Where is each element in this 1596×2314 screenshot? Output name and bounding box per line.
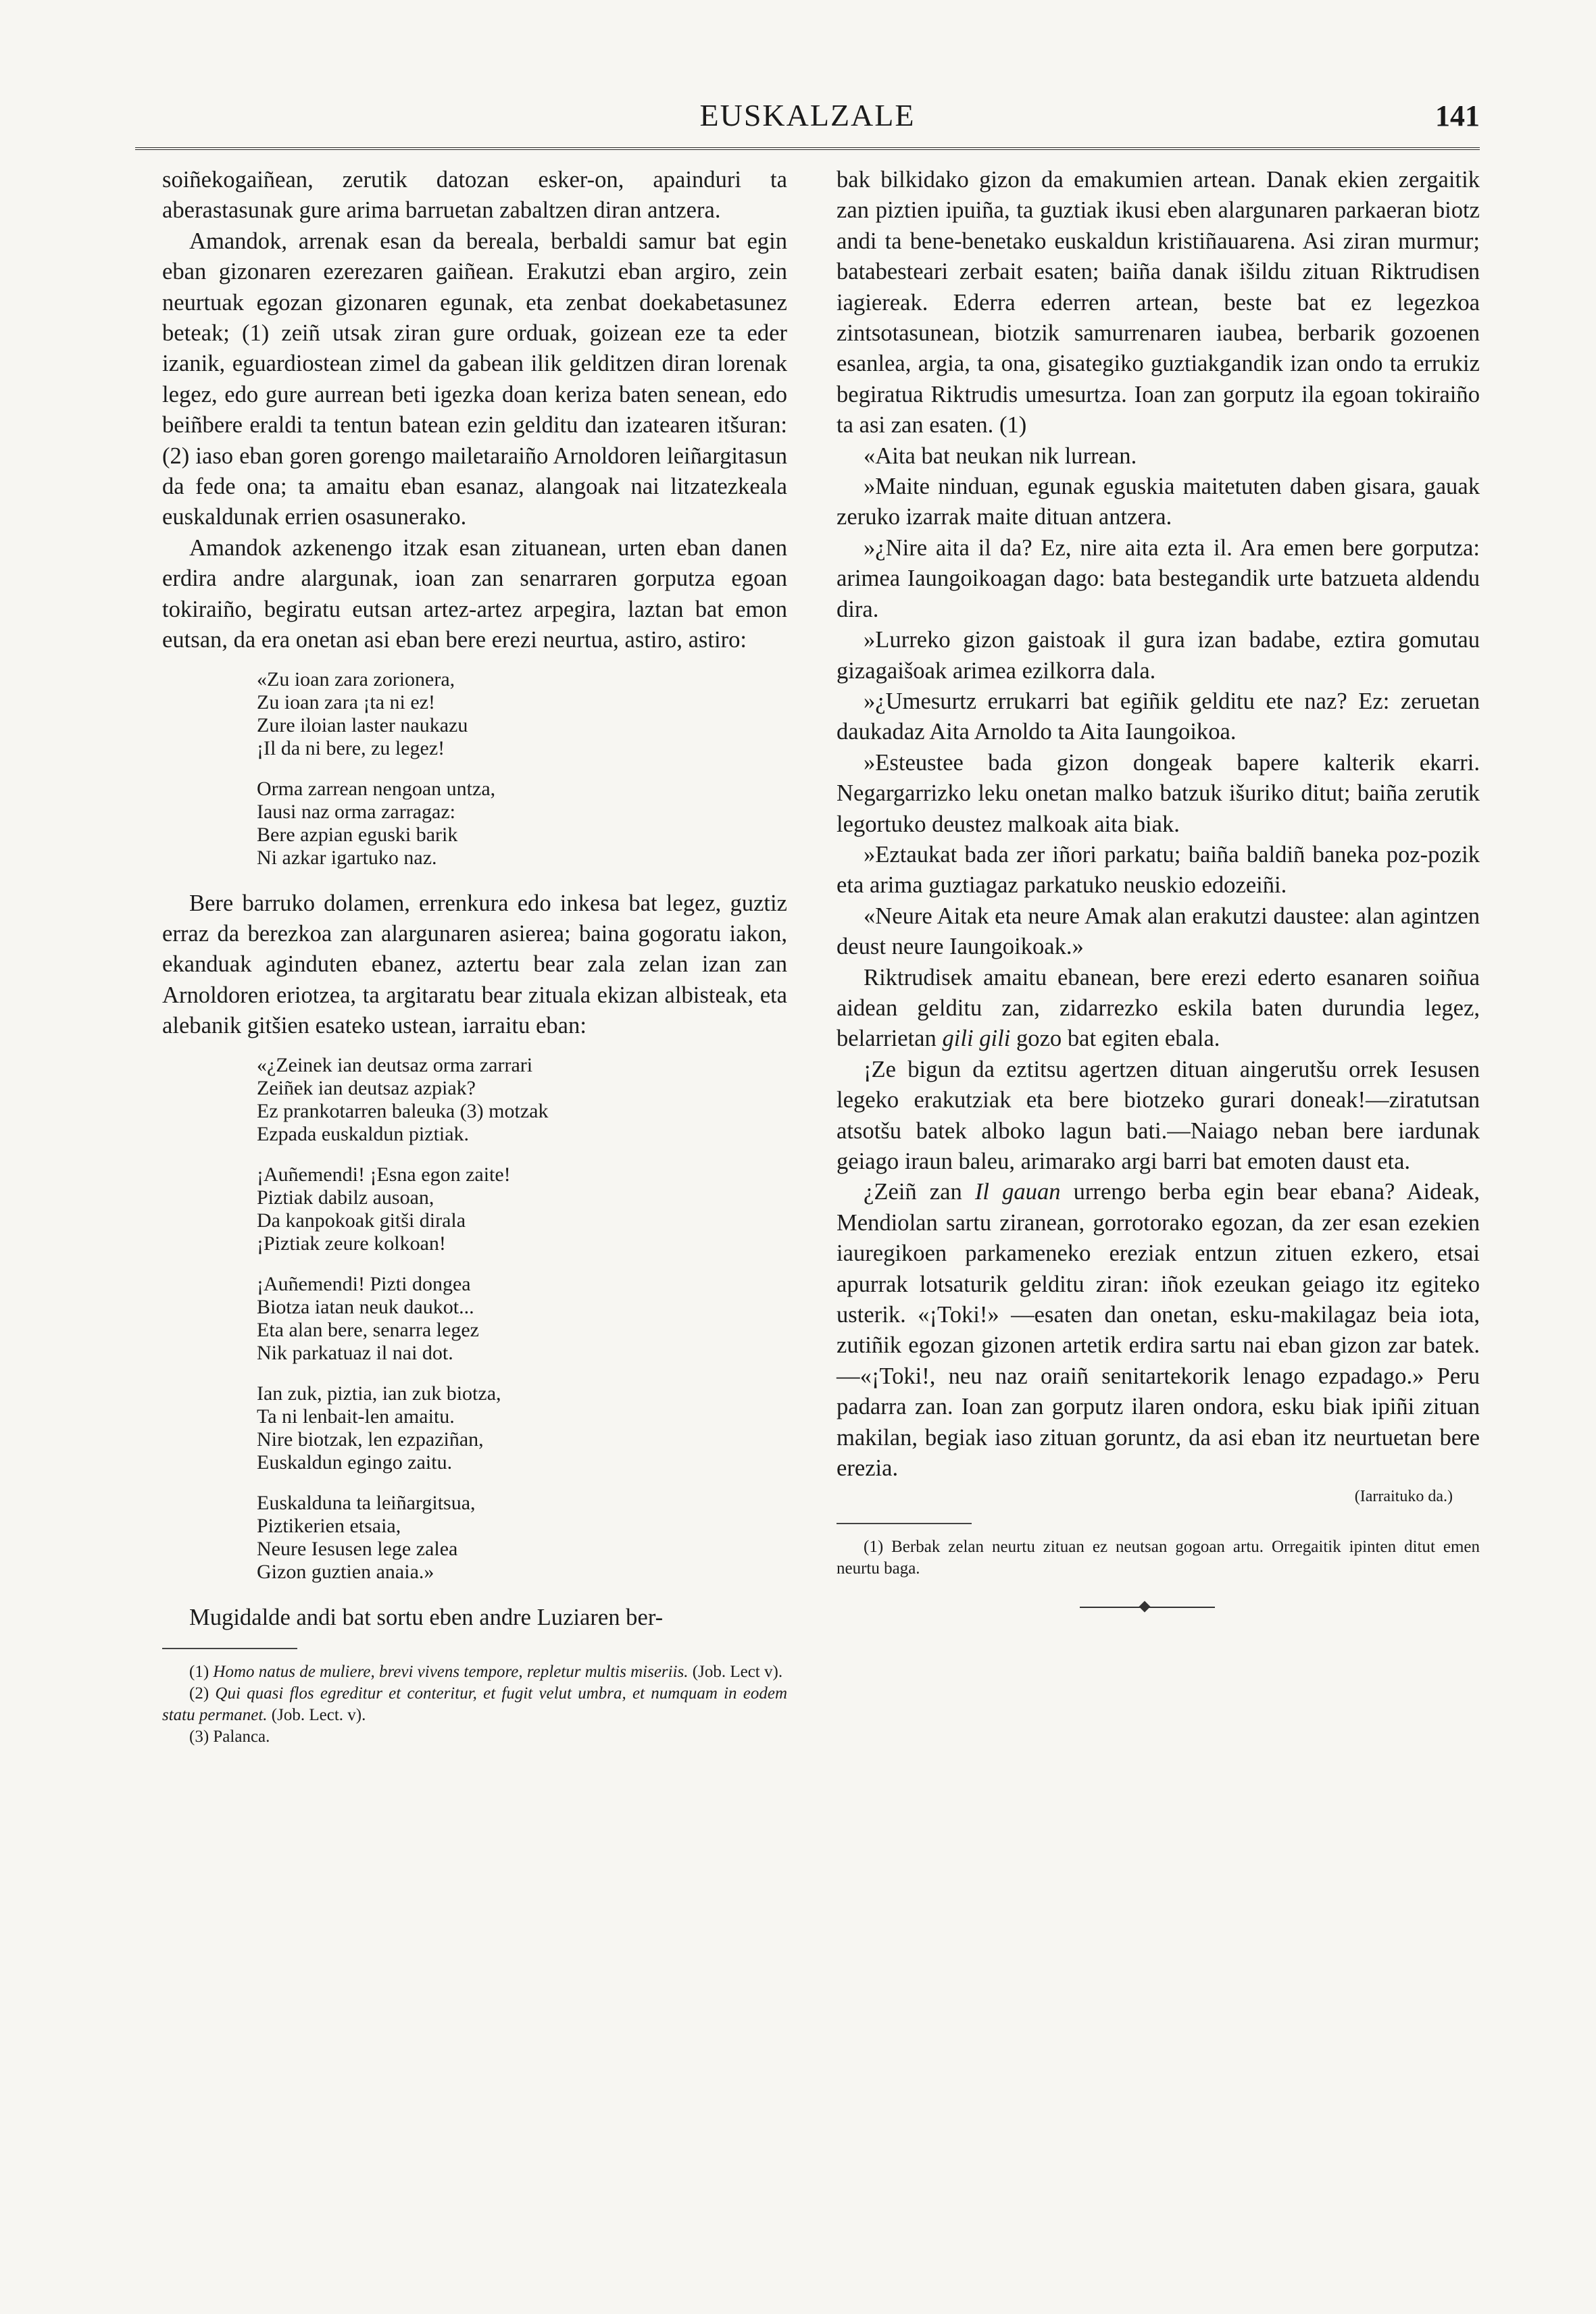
footnote: (3) Palanca. [189,1727,270,1746]
poem-verse-a [257,668,787,870]
left-footnotes [162,1661,787,1748]
paragraph: «Aita bat neukan nik lurrean. [864,443,1137,469]
stanza [257,668,787,760]
left-column [162,165,787,1748]
citation: Palanca. [213,1727,270,1746]
left-paragraphs-b [162,888,787,1042]
verse-line: Nik parkatuaz il nai dot. [257,1341,453,1364]
footnote: (2) Qui quasi flos egreditur et conteritur, et fugit velut umbra, et numquam in eodem statu permanet. (Job. Lect. v). [162,1684,788,1724]
left-paragraphs-a [162,165,787,656]
verse-line: Biotza iatan neuk daukot... [257,1295,474,1318]
paragraph: bak bilkidako gizon da emakumien artean. Danak ekien zergaitik zan piztien ipuiña, ta guztiak ikusi eben alargunaren parkaeran biotz andi ta bene-benetako euskaldun kristiñauarena. Asi ziran murmur; batabesteari zerbait esaten; baiña danak išildu zituan Riktrudisen iagiereak. Ederra ederren artean, beste bat ez legezkoa zintsotasunean, biotzik samurrenaren iaubea, berbarik gozoenen esanlea, argia, ta ona, gisategiko guztiakgandik izan ondo ta errukiz begiratua Riktrudis umesurtza. Ioan zan gorputz ila egoan tokiraiño ta asi zan esaten. (1) [837,167,1480,438]
verse-line: Ian zuk, piztia, ian zuk biotza, [257,1382,501,1405]
verse-line: «¿Zeinek ian deutsaz orma zarrari [257,1053,533,1076]
paragraph: Amandok azkenengo itzak esan zituanean, urten eban danen erdira andre alargunak, ioan zan senarraren gorputza egoan tokiraiño, begiratu eutsan artez-artez arpegira, laztan bat emon eutsan, da era onetan asi eban bere erezi neurtua, astiro, astiro: [162,534,787,653]
verse-line: «Zu ioan zara zorionera, [257,668,455,690]
paragraph: Amandok, arrenak esan da bereala, berbaldi samur bat egin eban gizonaren ezerezaren gaiñean. Erakutzi eban argiro, zein neurtuak egozan gizonaren egunak, eta zenbat doekabetasunez beteak; (1) zeiñ utsak ziran gure orduak, goizean eze ta eder izanik, eguardiostean zimel da gabean ilik gelditzen diran lorenak legez, edo gure aurrean beti igezka doan keriza baten senean, edo beiñbere eraldi ta tentun batean ezin gelditu dan izatearen itšuran: (2) iaso eban goren gorengo mailetaraiño Arnoldoren leiñargitasun da fede ona; ta amaitu eban esanaz, alangoak nai litzatezkeala euskaldunak errien osasunerako. [162,228,787,530]
verse-line: Ni azkar igartuko naz. [257,846,437,869]
verse-line: Piztiak dabilz ausoan, [257,1186,434,1209]
paragraph: »Esteustee bada gizon dongeak bapere kalterik ekarri. Negargarrizko leku onetan malko batzuk išuriko ditut; baiña zerutik legortuko deustez malkoak aita biak. [837,749,1480,837]
paragraph: »Maite ninduan, egunak eguskia maitetuten daben gisara, gauak zeruko izarrak maite dituan antzera. [837,474,1480,530]
verse-line: Zeiñek ian deutsaz azpiak? [257,1076,476,1099]
footnote: (1) Berbak zelan neurtu zituan ez neutsan gogoan artu. Orregaitik ipinten ditut emen neurtu baga. [837,1538,1480,1578]
italic-phrase: gili gili [942,1026,1011,1052]
verse-line: Nire biotzak, len ezpaziñan, [257,1428,484,1451]
stanza [257,1382,787,1474]
stanza [257,1054,787,1146]
footnote-rule [837,1523,972,1524]
stanza [257,1163,787,1255]
verse-line: Zure iloian laster naukazu [257,713,468,736]
verse-line: Zu ioan zara ¡ta ni ez! [257,690,436,713]
verse-line: Ez prankotarren baleuka (3) motzak [257,1099,549,1122]
paragraph: »Lurreko gizon gaistoak il gura izan badabe, eztira gomutau gizagaišoak arimea ezilkorra dala. [837,627,1480,684]
paragraph: Bere barruko dolamen, errenkura edo inkesa bat legez, guztiz erraz da berezkoa zan alargunaren asierea; baina gogoratu iakon, ekanduak aginduten ebanez, aztertu bear zala zelan izan zan Arnoldoren eriotzea, ta argitaratu bear zituala ekizan albisteak, eta alebanik gitšien esateko ustean, iarraitu eban: [162,890,787,1039]
page-number: 141 [1435,99,1480,132]
header-rule [135,147,1480,150]
poem-verse-b [257,1054,787,1584]
verse-line: Neure Iesusen lege zalea [257,1537,458,1560]
paragraph: Mugidalde andi bat sortu eben andre Luziaren ber- [189,1604,664,1630]
footnote: (1) Homo natus de muliere, brevi vivens tempore, repletur multis miseriis. (Job. Lect v). [189,1662,783,1681]
verse-line: Piztikerien etsaia, [257,1514,401,1537]
verse-line: Ezpada euskaldun piztiak. [257,1122,470,1145]
stanza [257,778,787,870]
verse-line: Euskalduna ta leiñargitsua, [257,1491,476,1514]
verse-line: ¡Auñemendi! ¡Esna egon zaite! [257,1163,511,1186]
paragraph: »Eztaukat bada zer iñori parkatu; baiña baldiñ baneka poz-pozik eta arima guztiagaz parkatuko neuskio edozeiñi. [837,841,1480,899]
left-paragraphs-c [162,1603,787,1633]
verse-line: Eta alan bere, senarra legez [257,1318,479,1341]
verse-line: ¡Piztiak zeure kolkoan! [257,1232,446,1255]
end-ornament [1080,1603,1215,1612]
paragraph: »¿Umesurtz errukarri bat egiñik gelditu ete naz? Ez: zeruetan daukadaz Aita Arnoldo ta Aita Iaungoikoa. [837,688,1480,745]
verse-line: ¡Il da ni bere, zu legez! [257,736,445,759]
right-paragraphs-b [837,1055,1480,1178]
continuation-note: (Iarraituko da.) [1354,1488,1453,1506]
verse-line: Iausi naz orma zarragaz: [257,800,455,823]
right-column [837,165,1480,1612]
running-title: EUSKALZALE [699,98,916,132]
paragraph: ¡Ze bigun da eztitsu agertzen dituan aingerutšu orrek Iesusen legeko erakutziak eta bere biotzeko gurari doneak!—ziratutsan atsotšu batek alboko lagun bati.—Naiago neban bere iardunak geiago iraun baleu, arimarako argi barri bat emoten daust eta. [837,1056,1480,1174]
right-paragraphs-a [837,165,1480,963]
verse-line: ¡Auñemendi! Pizti dongea [257,1272,471,1295]
page-header [135,93,1480,141]
verse-line: Bere azpian eguski barik [257,823,458,846]
verse-line: Euskaldun egingo zaitu. [257,1451,453,1474]
paragraph-gili: Riktrudisek amaitu ebanean, bere erezi ederto esanaren soiñua aidean gelditu zan, zidarrezko eskila baten durundia legez, belarrietan gili gili gozo bat egiten ebala. [837,964,1480,1052]
paragraph: soiñekogaiñean, zerutik datozan esker-on, apainduri ta aberastasunak gure arima barruetan zabaltzen diran antzera. [162,167,787,224]
paragraph-il-gauan: ¿Zeiñ zan Il gauan urrengo berba egin bear ebana? Aideak, Mendiolan sartu ziranean, gorrotorako egozan, da zer esan ezekien iauregikoen parkameneko ereziak entzun zituen ezkero, etsai apurrak lotsaturik gelditu ziran: iñok ezeukan geiago itz egiteko usterik. «¡Toki!» —esaten dan onetan, esku-makilagaz beia iota, zutiñik egozan gizonen artetik erdira sartu nai eban gizon zar batek.—«¡Toki!, neu naz oraiñ senitartekorik lenago ezpadago.» Peru padarra zan. Ioan zan gorputz ilaren ondora, esku biak ipiñi zituan makilan, begiak iaso zituan goruntz, da asi eban itz neurtuetan bere erezia. [837,1179,1480,1482]
citation: (Job. Lect v). [692,1662,783,1681]
verse-line: Orma zarrean nengoan untza, [257,777,496,800]
latin-quote: Homo natus de muliere, brevi vivens tempore, repletur multis miseriis. [213,1662,689,1681]
footnote-rule [162,1648,297,1649]
verse-line: Gizon guztien anaia.» [257,1560,434,1583]
stanza [257,1492,787,1584]
paragraph: «Neure Aitak eta neure Amak alan erakutzi daustee: alan agintzen deust neure Iaungoikoak.» [837,903,1480,960]
italic-phrase: Il gauan [974,1179,1061,1205]
verse-line: Ta ni lenbait-len amaitu. [257,1405,455,1428]
verse-line: Da kanpokoak gitši dirala [257,1209,466,1232]
stanza [257,1273,787,1365]
paragraph: »¿Nire aita il da? Ez, nire aita ezta il. Ara emen bere gorputza: arimea Iaungoikoagan dago: bata bestegandik urte batzueta aldendu dira. [837,534,1480,622]
latin-quote: Qui quasi flos egreditur et conteritur, et fugit velut umbra, et numquam in eodem statu permanet. [162,1684,788,1724]
citation: (Job. Lect. v). [271,1705,366,1724]
